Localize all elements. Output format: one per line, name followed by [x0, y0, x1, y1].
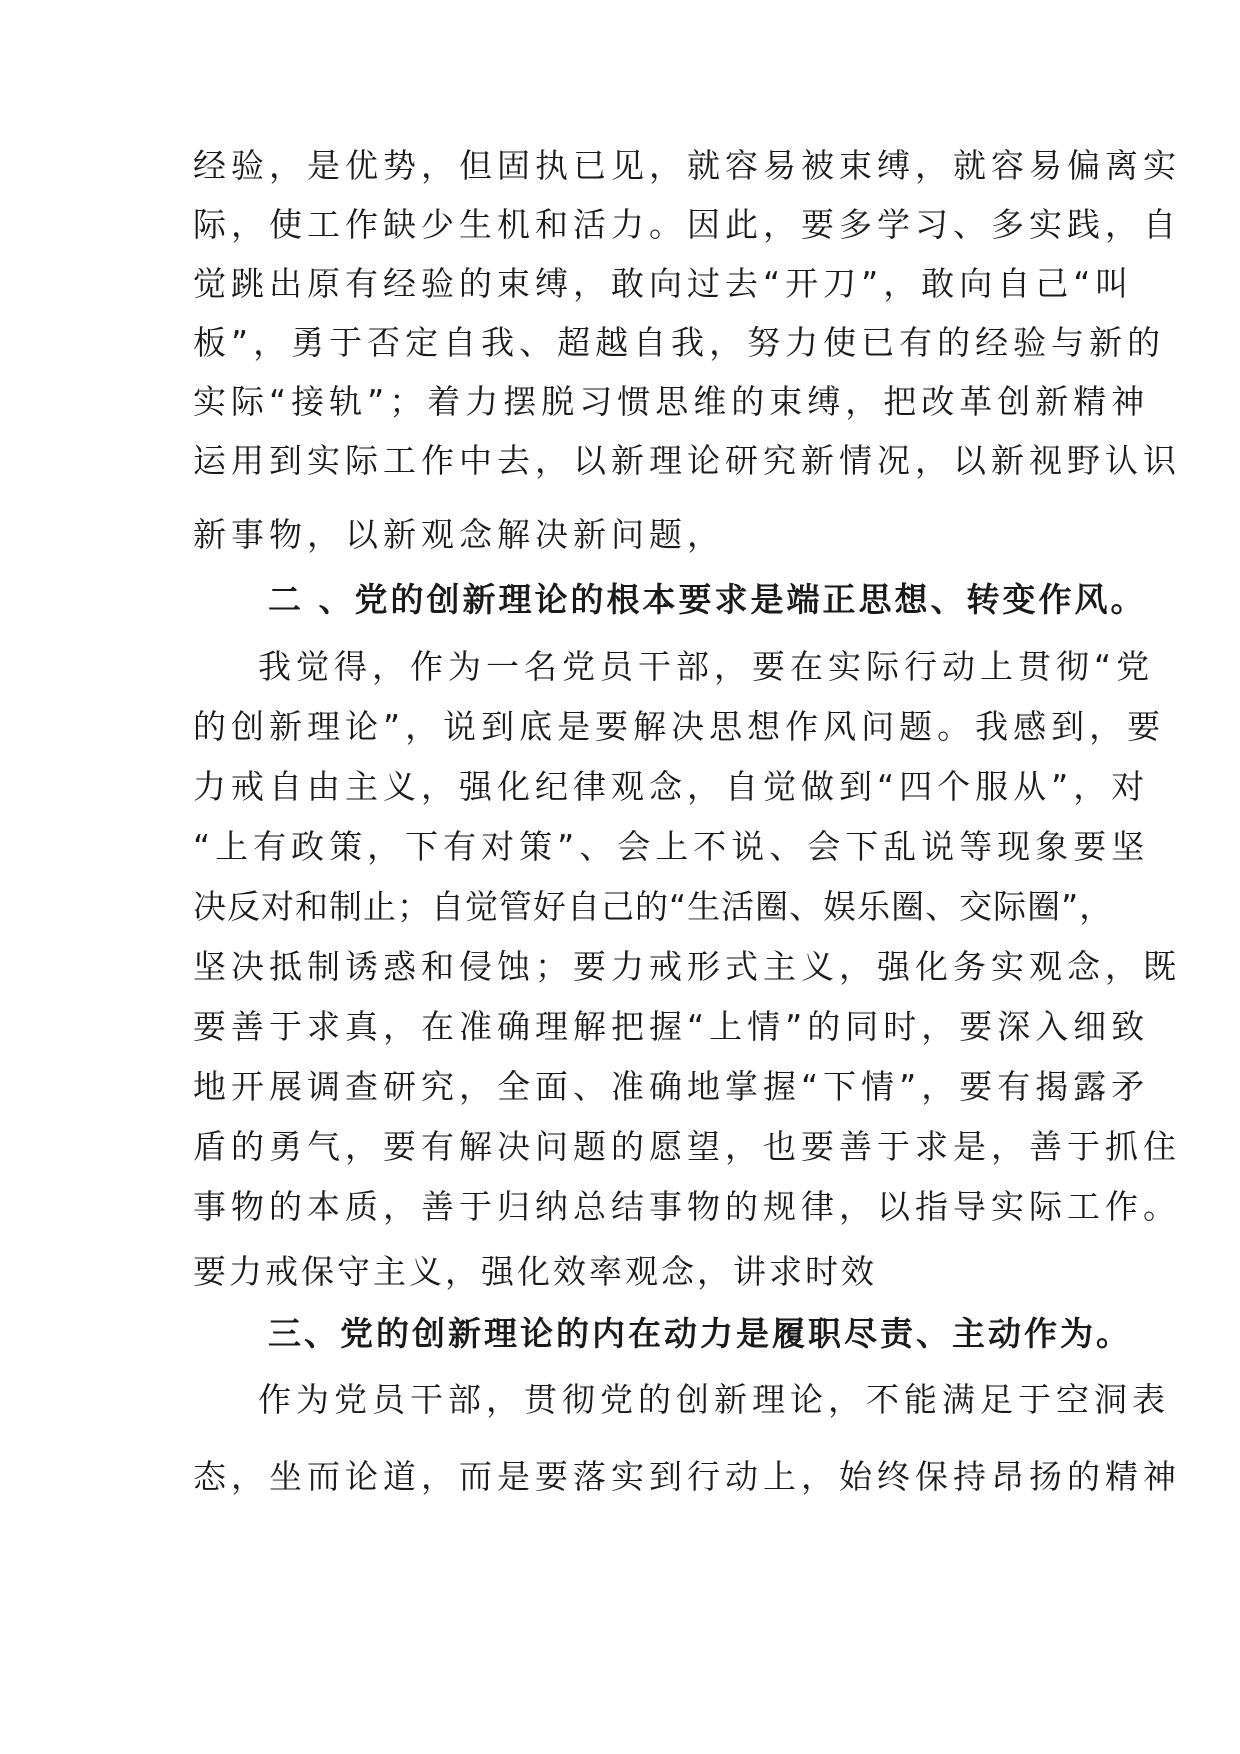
body-line: 地开展调查研究，全面、准确地掌握“下情”，要有揭露矛: [193, 1067, 1150, 1106]
body-line: 态，坐而论道，而是要落实到行动上，始终保持昂扬的精神: [193, 1457, 1181, 1496]
body-line: 际，使工作缺少生机和活力。因此，要多学习、多实践，自: [193, 205, 1181, 244]
body-line: “上有政策，下有对策”、会上不说、会下乱说等现象要坚: [193, 827, 1150, 866]
body-line: 我觉得，作为一名党员干部，要在实际行动上贯彻“党: [258, 647, 1155, 686]
body-line: 事物的本质，善于归纳总结事物的规律，以指导实际工作。: [193, 1187, 1181, 1226]
body-line: 力戒自由主义，强化纪律观念，自觉做到“四个服从”，对: [193, 767, 1150, 806]
section-heading: 二 、党的创新理论的根本要求是端正思想、转变作风。: [268, 580, 1147, 619]
body-line: 的创新理论”，说到底是要解决思想作风问题。我感到，要: [193, 707, 1166, 746]
body-line: 运用到实际工作中去，以新理论研究新情况，以新视野认识: [193, 441, 1181, 480]
body-line: 新事物，以新观念解决新问题，: [193, 515, 725, 554]
body-line: 盾的勇气，要有解决问题的愿望，也要善于求是，善于抓住: [193, 1127, 1181, 1166]
body-line: 觉跳出原有经验的束缚，敢向过去“开刀”，敢向自己“叫: [193, 264, 1134, 303]
body-line: 经验，是优势，但固执已见，就容易被束缚，就容易偏离实: [193, 146, 1181, 185]
section-heading: 三、党的创新理论的内在动力是履职尽责、主动作为。: [268, 1314, 1132, 1353]
body-line: 作为党员干部，贯彻党的创新理论，不能满足于空洞表: [258, 1380, 1170, 1419]
body-line: 要力戒保守主义，强化效率观念，讲求时效: [193, 1252, 877, 1291]
body-line: 决反对和制止；自觉管好自己的“生活圈、娱乐圈、交际圈”，: [193, 887, 1114, 926]
body-line: 坚决抵制诱惑和侵蚀；要力戒形式主义，强化务实观念，既: [193, 947, 1181, 986]
body-line: 要善于求真，在准确理解把握“上情”的同时，要深入细致: [193, 1007, 1150, 1046]
body-line: 板”，勇于否定自我、超越自我，努力使已有的经验与新的: [193, 323, 1166, 362]
body-line: 实际“接轨”；着力摆脱习惯思维的束缚，把改革创新精神: [193, 382, 1150, 421]
